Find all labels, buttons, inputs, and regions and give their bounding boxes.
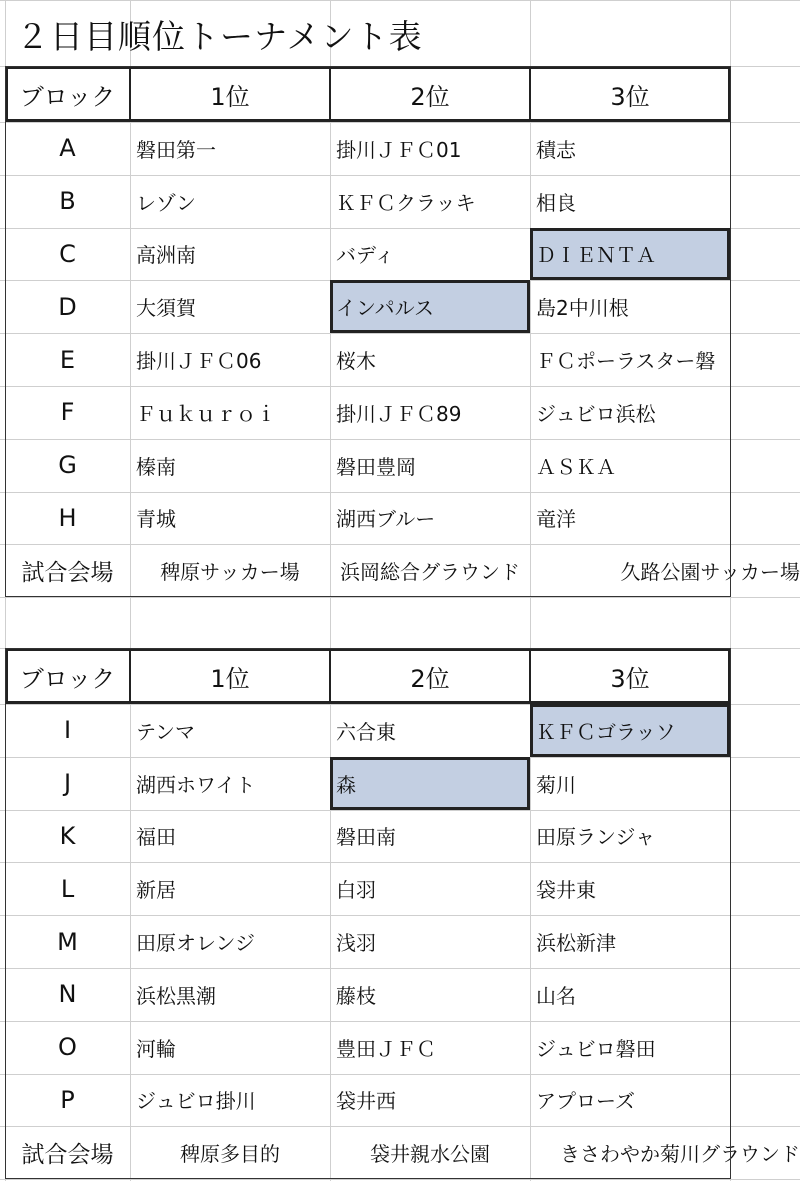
team-cell-first[interactable]: 青城 xyxy=(136,507,176,532)
header-cell-block: ブロック xyxy=(19,664,116,693)
header-separator xyxy=(329,66,331,122)
team-cell-third[interactable]: ＫＦＣゴラッソ xyxy=(530,704,730,757)
block-letter-cell: C xyxy=(59,239,76,268)
team-cell-second[interactable]: 六合東 xyxy=(336,719,396,744)
team-cell-second[interactable]: 湖西ブルー xyxy=(336,507,436,532)
team-cell-second[interactable]: 浅羽 xyxy=(336,931,376,956)
team-cell-first[interactable]: 掛川ＪＦＣ06 xyxy=(136,349,262,374)
header-separator xyxy=(129,66,131,122)
team-cell-second[interactable]: 白羽 xyxy=(336,878,376,903)
block-letter-cell: F xyxy=(60,398,75,427)
block-letter-cell: N xyxy=(58,980,77,1009)
team-cell-first[interactable]: 榛南 xyxy=(136,454,176,479)
block-letter-cell: H xyxy=(58,503,77,532)
venue-cell-first: 稗原多目的 xyxy=(180,1142,280,1167)
venue-cell-third: 久路公園サッカー場 xyxy=(620,560,800,585)
venue-cell-second: 浜岡総合グラウンド xyxy=(340,560,520,585)
team-cell-third[interactable]: 菊川 xyxy=(536,772,576,797)
team-cell-third[interactable]: アプローズ xyxy=(536,1089,635,1114)
team-cell-third[interactable]: 浜松新津 xyxy=(536,931,616,956)
team-cell-first[interactable]: 福田 xyxy=(136,825,176,850)
block-letter-cell: L xyxy=(60,874,75,903)
block-letter-cell: K xyxy=(59,821,76,850)
header-cell-third: 3位 xyxy=(610,82,650,111)
team-cell-first[interactable]: 田原オレンジ xyxy=(136,931,255,956)
team-cell-second[interactable]: バディ xyxy=(336,243,395,268)
header-cell-first: 1位 xyxy=(210,664,250,693)
venue-cell-second: 袋井親水公園 xyxy=(370,1142,490,1167)
block-letter-cell: A xyxy=(59,134,76,163)
team-cell-second[interactable]: ＫＦＣクラッキ xyxy=(336,190,476,215)
team-cell-third[interactable]: 島2中川根 xyxy=(536,296,629,321)
team-cell-third[interactable]: 田原ランジャ xyxy=(536,825,656,850)
grid-line-horizontal xyxy=(0,0,800,1)
page-title: ２日目順位トーナメント表 xyxy=(16,16,423,56)
header-separator xyxy=(129,648,131,704)
team-cell-first[interactable]: 新居 xyxy=(136,878,176,903)
team-cell-second[interactable]: 豊田ＪＦＣ xyxy=(336,1036,436,1061)
team-cell-second[interactable]: 磐田南 xyxy=(336,825,396,850)
team-cell-third[interactable]: 袋井東 xyxy=(536,878,596,903)
team-cell-third[interactable]: ジュビロ磐田 xyxy=(536,1036,656,1061)
header-separator xyxy=(529,66,531,122)
block-letter-cell: P xyxy=(60,1085,75,1114)
team-cell-first[interactable]: 河輪 xyxy=(136,1036,176,1061)
team-cell-third[interactable]: ＤＩＥＮＴＡ xyxy=(530,228,730,281)
team-cell-third[interactable]: 相良 xyxy=(536,190,576,215)
team-cell-first[interactable]: 浜松黒潮 xyxy=(136,983,216,1008)
header-cell-block: ブロック xyxy=(19,82,116,111)
venue-cell-first: 稗原サッカー場 xyxy=(160,560,300,585)
venue-cell-third: きさわやか菊川グラウンド xyxy=(560,1142,800,1167)
team-cell-first[interactable]: 高洲南 xyxy=(136,243,196,268)
header-cell-second: 2位 xyxy=(410,664,450,693)
header-separator xyxy=(329,648,331,704)
venue-label-cell: 試合会場 xyxy=(21,560,114,587)
block-letter-cell: I xyxy=(63,716,72,745)
block-letter-cell: B xyxy=(59,187,76,216)
team-cell-second[interactable]: 磐田豊岡 xyxy=(336,454,416,479)
team-cell-second[interactable]: インパルス xyxy=(330,280,530,333)
block-letter-cell: M xyxy=(57,927,78,956)
team-cell-third[interactable]: 積志 xyxy=(536,137,576,162)
venue-label-cell: 試合会場 xyxy=(21,1142,114,1169)
team-cell-third[interactable]: 竜洋 xyxy=(536,507,576,532)
header-cell-second: 2位 xyxy=(410,82,450,111)
team-cell-second[interactable]: 森 xyxy=(330,757,530,810)
team-cell-second[interactable]: 掛川ＪＦＣ89 xyxy=(336,401,462,426)
block-letter-cell: G xyxy=(58,451,77,480)
team-cell-second[interactable]: 掛川ＪＦＣ01 xyxy=(336,137,462,162)
header-cell-third: 3位 xyxy=(610,664,650,693)
block-letter-cell: E xyxy=(59,345,76,374)
team-cell-second[interactable]: 桜木 xyxy=(336,349,376,374)
team-cell-first[interactable]: Ｆｕｋｕｒｏｉ xyxy=(136,401,276,426)
team-cell-third[interactable]: 山名 xyxy=(536,983,576,1008)
team-cell-first[interactable]: テンマ xyxy=(136,719,195,744)
team-cell-first[interactable]: ジュビロ掛川 xyxy=(136,1089,256,1114)
block-letter-cell: O xyxy=(58,1033,77,1062)
team-cell-third[interactable]: ＦＣポーラスター磐 xyxy=(536,349,716,374)
header-cell-first: 1位 xyxy=(210,82,250,111)
block-letter-cell: D xyxy=(58,292,77,321)
team-cell-first[interactable]: レゾン xyxy=(136,190,196,215)
block-letter-cell: J xyxy=(63,769,72,798)
team-cell-second[interactable]: 袋井西 xyxy=(336,1089,396,1114)
team-cell-third[interactable]: ＡＳＫＡ xyxy=(536,454,616,479)
team-cell-first[interactable]: 大須賀 xyxy=(136,296,196,321)
team-cell-first[interactable]: 磐田第一 xyxy=(136,137,216,162)
team-cell-third[interactable]: ジュビロ浜松 xyxy=(536,401,656,426)
header-separator xyxy=(529,648,531,704)
team-cell-second[interactable]: 藤枝 xyxy=(336,983,376,1008)
team-cell-first[interactable]: 湖西ホワイト xyxy=(136,772,256,797)
